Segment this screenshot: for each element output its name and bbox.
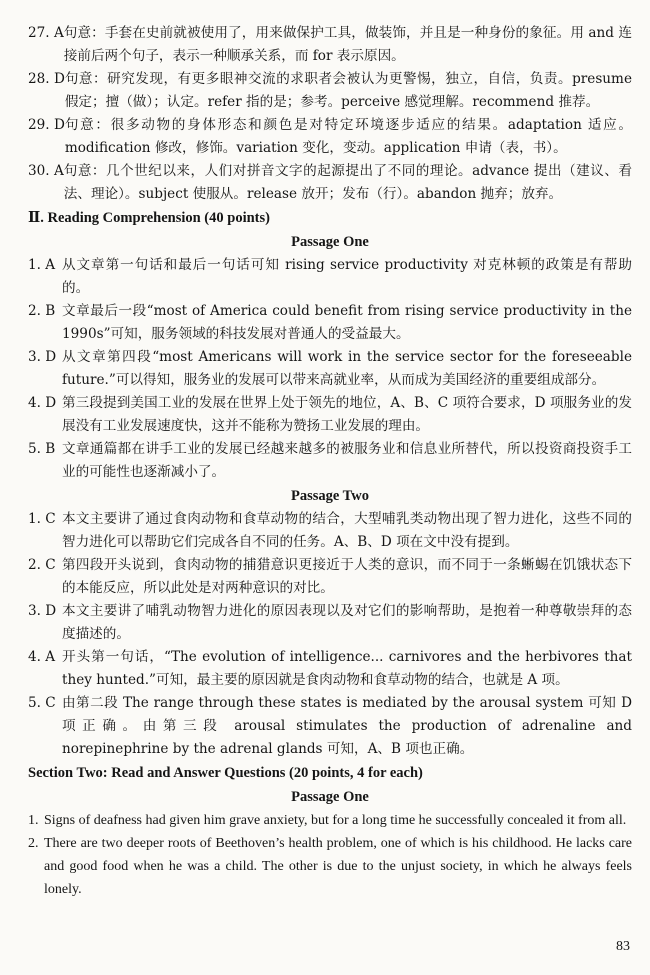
- page-number: 83: [616, 939, 630, 954]
- answer-explanation: 第四段开头说到，食肉动物的捕猎意识更接近于人类的意识，而不同于一条蜥蜴在饥饿状态下的本能反应，所以此处是对两种意识的对比。: [62, 557, 632, 596]
- answer-item: [28, 646, 632, 692]
- vocabulary-answers: [28, 22, 632, 206]
- answer-number: 3. D: [28, 349, 57, 365]
- answer-number: 2. C: [28, 557, 56, 573]
- reading-comprehension-heading: Ⅱ. Reading Comprehension (40 points): [28, 210, 270, 226]
- answer-explanation: 由第二段 The range through these states is mediated by the arousal system 可知 D 项正确。由第三段 arousal stimulates the production of adrenaline and norepinephrine by the adrenal glands 可知，A、B 项也正确。: [62, 695, 632, 757]
- answer-number: 28. D: [28, 71, 65, 87]
- answer-item: [28, 692, 632, 761]
- answer-item: [28, 114, 632, 160]
- answer-number: 4. A: [28, 649, 56, 665]
- passage-two-answers: [28, 508, 632, 761]
- answer-explanation: 从文章第四段“most Americans will work in the service sector for the foreseeable future.”可以得知，服务业的发展可以带来高就业率，从而成为美国经济的重要组成部分。: [62, 349, 632, 388]
- answer-number: 5. B: [28, 441, 56, 457]
- section-two-answers: [28, 809, 632, 901]
- answer-number: 29. D: [28, 117, 65, 133]
- answer-item: [28, 300, 632, 346]
- answer-explanation: 文章最后一段“most of America could benefit from rising service productivity in the 1990s”可知，服务领域的科技发展对普通人的受益最大。: [62, 303, 632, 342]
- answer-explanation: 本文主要讲了通过食肉动物和食草动物的结合，大型哺乳类动物出现了智力进化，这些不同的智力进化可以帮助它们完成各自不同的任务。A、B、D 项在文中没有提到。: [62, 511, 632, 550]
- section-two-heading: Section Two: Read and Answer Questions (20 points, 4 for each): [28, 765, 423, 781]
- answer-item: [28, 554, 632, 600]
- answer-explanation: 句意：几个世纪以来，人们对拼音文字的起源提出了不同的理论。advance 提出（建议、看法、理论）。subject 使服从。release 放开；发布（行）。abandon 抛弃；放弃。: [63, 163, 632, 202]
- answer-number: 27. A: [28, 25, 64, 41]
- answer-number: 4. D: [28, 395, 57, 411]
- answer-explanation: 开头第一句话，“The evolution of intelligence... carnivores and the herbivores that they hunted.”可知，最主要的原因就是食肉动物和食草动物的结合，也就是 A 项。: [62, 649, 632, 688]
- answer-number: 2.: [28, 836, 39, 851]
- answer-item: [28, 22, 632, 68]
- answer-item: [28, 254, 632, 300]
- answer-explanation: 句意：手套在史前就被使用了，用来做保护工具，做装饰，并且是一种身份的象征。用 and 连接前后两个句子，表示一种顺承关系，而 for 表示原因。: [63, 25, 632, 64]
- answer-number: 3. D: [28, 603, 57, 619]
- answer-number: 1.: [28, 813, 39, 828]
- section-two-passage-title: Passage One: [291, 789, 369, 805]
- answer-page: [28, 22, 632, 901]
- answer-item: [28, 809, 632, 832]
- passage-one-title: Passage One: [291, 234, 369, 250]
- answer-item: [28, 392, 632, 438]
- answer-explanation: 第三段提到美国工业的发展在世界上处于领先的地位，A、B、C 项符合要求，D 项服务业的发展没有工业发展速度快，这并不能称为赞扬工业发展的理由。: [62, 395, 632, 434]
- answer-item: [28, 832, 632, 901]
- answer-item: [28, 68, 632, 114]
- answer-explanation: 文章通篇都在讲手工业的发展已经越来越多的被服务业和信息业所替代，所以投资商投资手工业的可能性也逐渐减小了。: [62, 441, 632, 480]
- answer-explanation: Signs of deafness had given him grave anxiety, but for a long time he successfully concealed it from all.: [44, 813, 627, 828]
- answer-explanation: 句意：很多动物的身体形态和颜色是对特定环境逐步适应的结果。adaptation 适应。modification 修改，修饰。variation 变化，变动。application 申请（表，书）。: [64, 117, 632, 156]
- answer-item: [28, 160, 632, 206]
- answer-number: 1. A: [28, 257, 56, 273]
- answer-explanation: 本文主要讲了哺乳动物智力进化的原因表现以及对它们的影响帮助，是抱着一种尊敬崇拜的态度描述的。: [62, 603, 632, 642]
- answer-item: [28, 600, 632, 646]
- answer-number: 1. C: [28, 511, 56, 527]
- answer-number: 2. B: [28, 303, 56, 319]
- answer-item: [28, 508, 632, 554]
- passage-two-title: Passage Two: [290, 488, 369, 504]
- answer-item: [28, 438, 632, 484]
- answer-number: 5. C: [28, 695, 56, 711]
- answer-item: [28, 346, 632, 392]
- answer-explanation: 句意：研究发现，有更多眼神交流的求职者会被认为更警惕，独立，自信，负责。presume 假定；擅（做）；认定。refer 指的是；参考。perceive 感觉理解。recommend 推荐。: [64, 71, 632, 110]
- answer-number: 30. A: [28, 163, 64, 179]
- answer-explanation: There are two deeper roots of Beethoven’s health problem, one of which is his childhood. He lacks care and good food when he was a child. The other is due to the unjust society, in which he always feels lonely.: [44, 836, 632, 897]
- passage-one-answers: [28, 254, 632, 484]
- answer-explanation: 从文章第一句话和最后一句话可知 rising service productivity 对克林顿的政策是有帮助的。: [62, 257, 632, 296]
